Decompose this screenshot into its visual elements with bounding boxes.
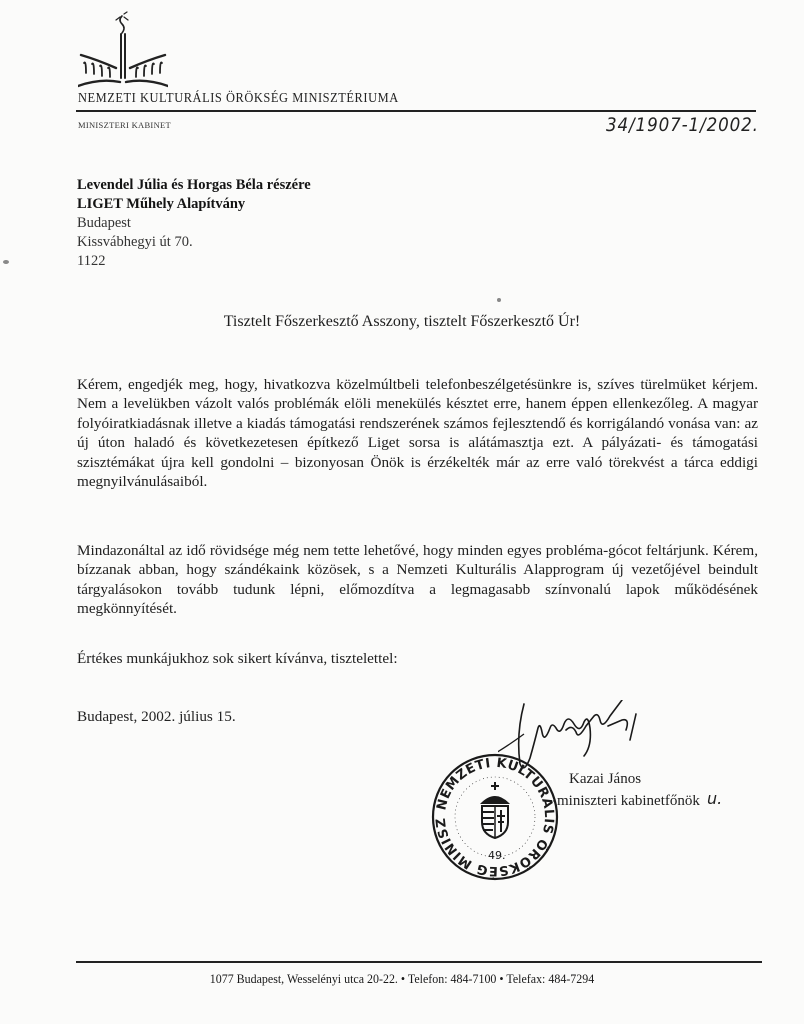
place-and-date: Budapest, 2002. július 15. <box>77 708 236 725</box>
official-seal-stamp-icon <box>430 752 560 882</box>
body-paragraph: Mindazonáltal az idő rövidsége még nem tette lehetővé, hogy minden egyes probléma-gócot feltárjunk. Kérem, bízzanak abban, hogy szándékaink közösek, s a Nemzeti Kulturális Alapprogram új vezetőjével beindult tárgyalásokon tovább tudunk lépni, előmozdítva a legmagasabb színvonalú lapok működésének megkönnyítését. <box>77 542 758 618</box>
reference-number: 34/1907-1/2002. <box>606 114 759 136</box>
recipient-names: Levendel Júlia és Horgas Béla részére <box>77 177 311 193</box>
footer-address: 1077 Budapest, Wesselényi utca 20-22. <box>209 971 398 986</box>
signer-title: miniszteri kabinetfőnök <box>557 793 700 809</box>
footer-fax: 484-7294 <box>548 971 595 986</box>
salutation: Tisztelt Főszerkesztő Asszony, tisztelt Főszerkesztő Úr! <box>223 313 581 330</box>
coat-of-arms-icon <box>480 782 510 838</box>
footer-phone-label: Telefon: <box>407 971 448 986</box>
scan-speck <box>3 260 9 264</box>
initial-mark: u. <box>707 789 723 808</box>
recipient-city: Budapest <box>77 215 131 231</box>
recipient-street: Kissvábhegyi út 70. <box>77 234 193 250</box>
recipient-postal-code: 1122 <box>77 253 106 269</box>
scan-speck <box>497 298 501 302</box>
department-label: MINISZTERI KABINET <box>78 120 171 130</box>
closing-line: Értékes munkájukhoz sok sikert kívánva, tisztelettel: <box>77 650 398 667</box>
footer-contact <box>32 971 772 987</box>
signer-name: Kazai János <box>569 771 642 787</box>
ministry-name: NEMZETI KULTURÁLIS ÖRÖKSÉG MINISZTÉRIUMA <box>78 90 399 105</box>
header-rule <box>76 110 756 112</box>
footer-phone: 484-7100 <box>450 971 497 986</box>
recipient-organization: LIGET Műhely Alapítvány <box>77 196 246 212</box>
footer-separator: • <box>400 971 406 986</box>
body-paragraph: Kérem, engedjék meg, hogy, hivatkozva közelmúltbeli telefonbeszélgetésünkre is, szíves türelmüket kérjem. Nem a levelükben vázolt valós problémák elöli menekülés késztet erre, hanem éppen ellenkezőleg. A magyar folyóiratkiadásnak illetve a kiadás támogatási rendszerének számos fejlesztendő és korrigálandó vonása van: az új úton haladó és következetesen építkező Liget sorsa is alátámasztja ezt. A pályázati- és támogatási szisztémákat újra kell gondolni – bizonyosan Önök is érzékelték már az erre való törekvést a tárca eddigi megnyilvánulásaiból. <box>77 376 758 491</box>
stamp-number: 49. <box>488 849 506 862</box>
footer-rule <box>76 961 762 963</box>
footer-separator: • <box>499 971 504 986</box>
stamp-ring-text: NEMZETI KULTURÁLIS ÖRÖKSÉG MINISZ <box>433 755 557 879</box>
ministry-torch-logo-icon <box>78 8 168 88</box>
footer-fax-label: Telefax: <box>506 971 546 986</box>
recipient-address <box>77 176 311 271</box>
